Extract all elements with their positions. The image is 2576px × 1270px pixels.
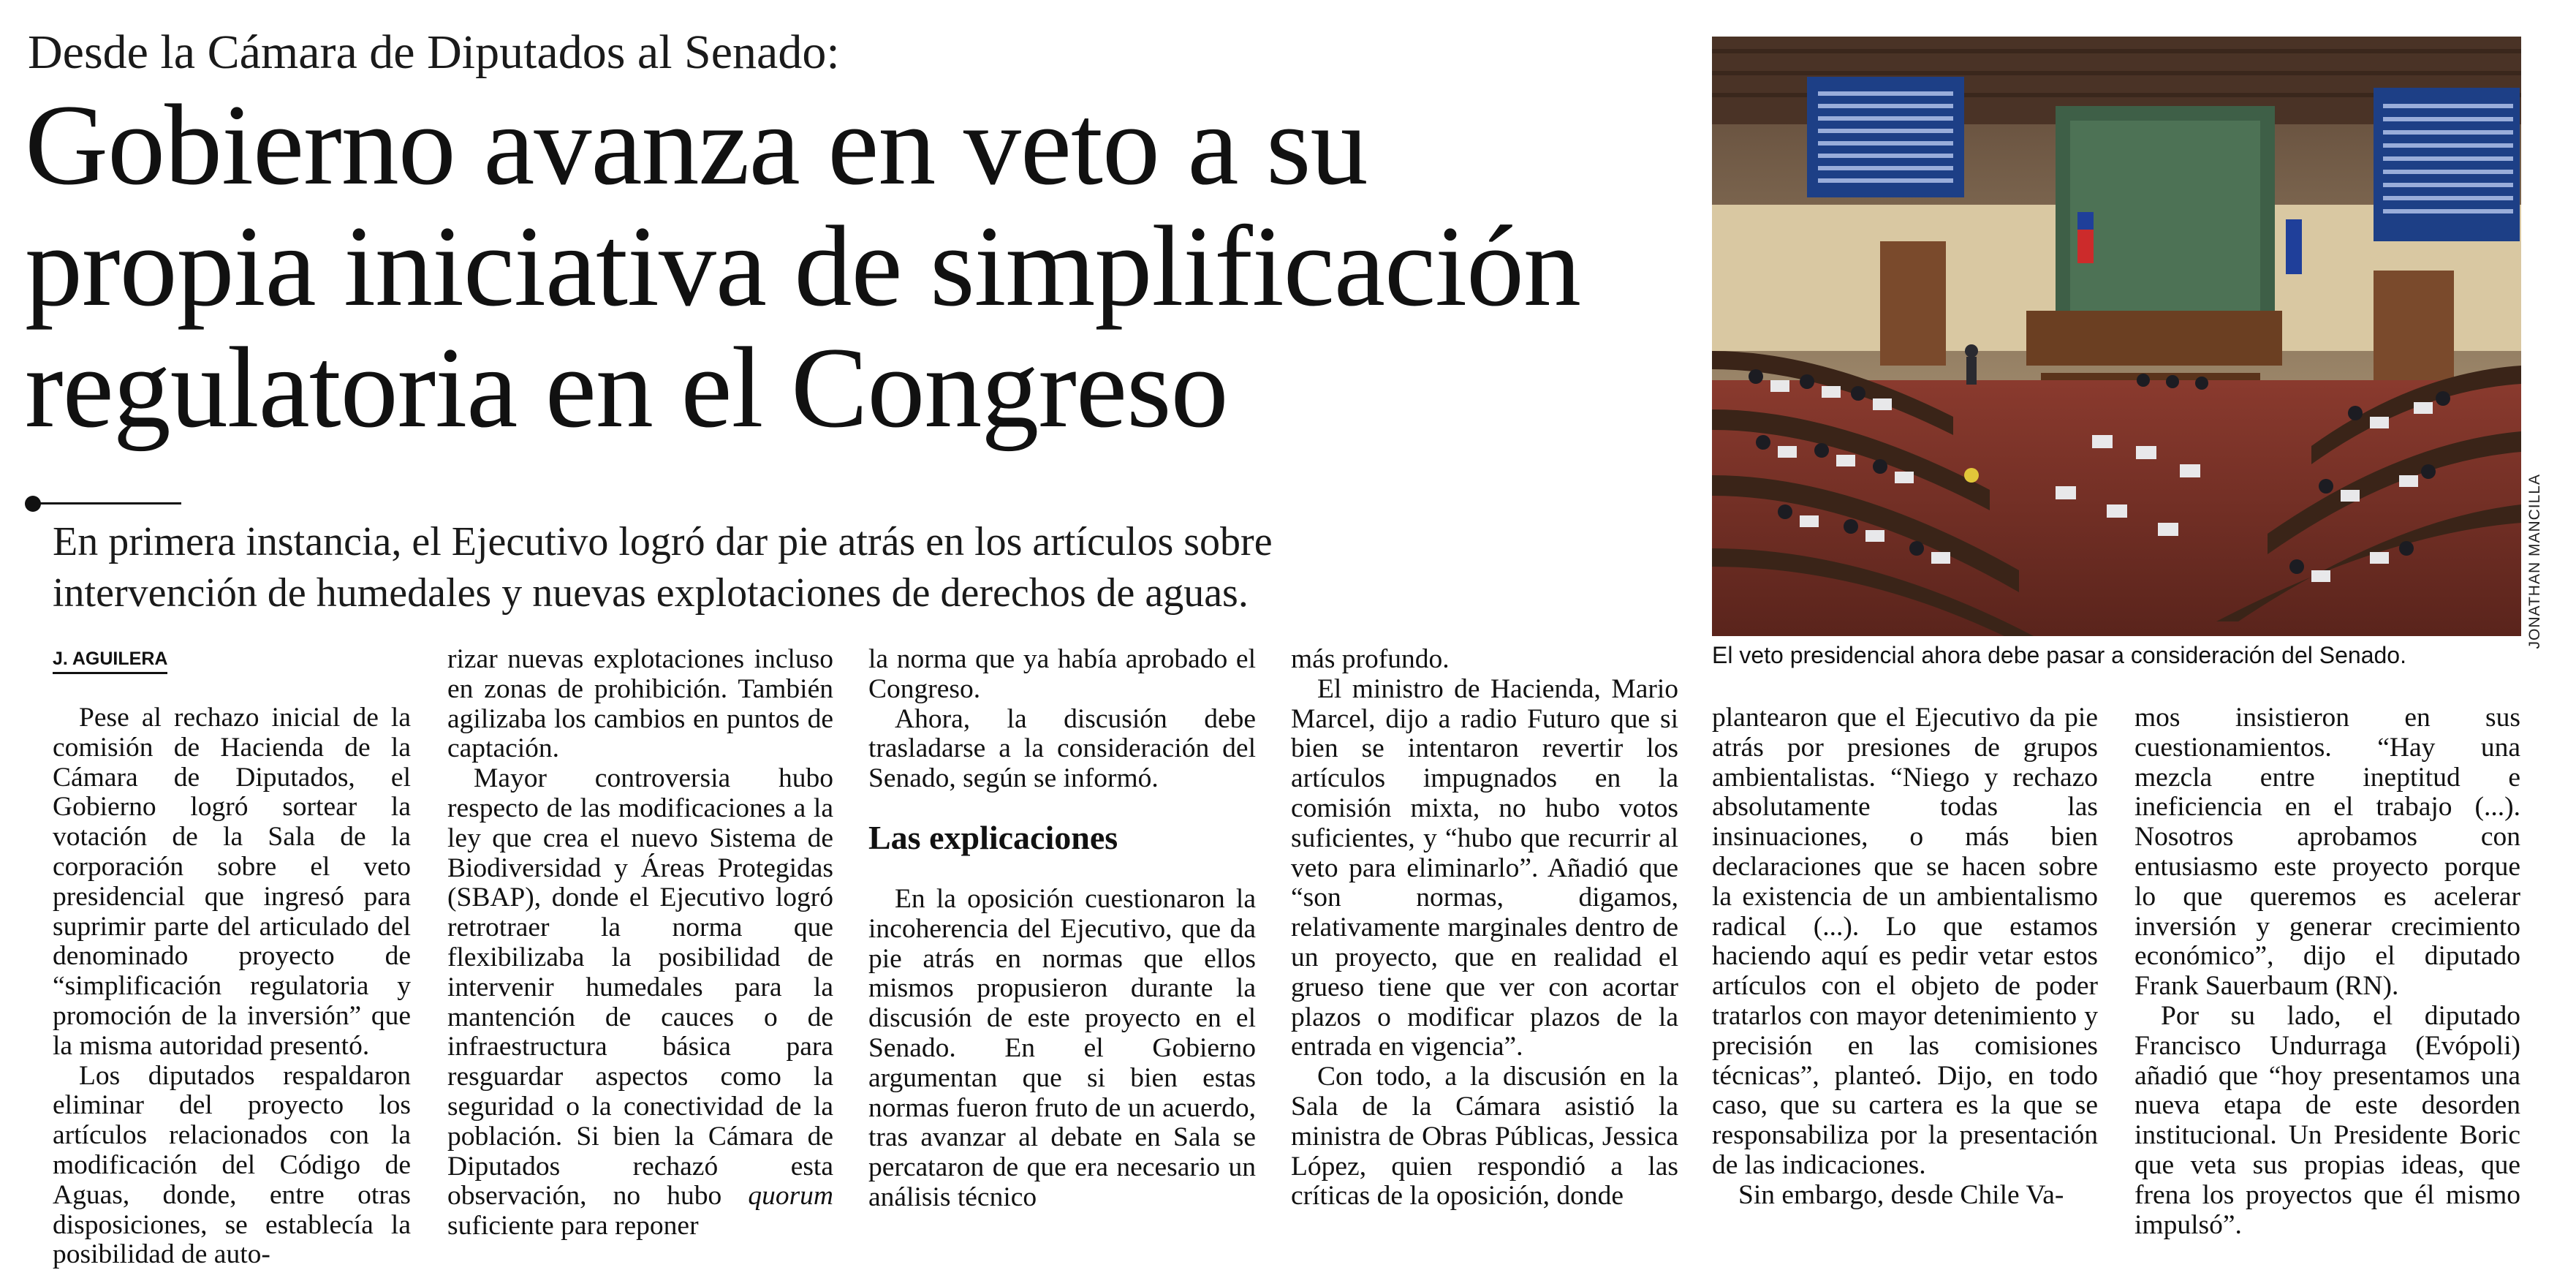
paragraph: rizar nuevas explotaciones incluso en zonas de prohibición. También agilizaba los cambios en puntos de captación. bbox=[447, 644, 833, 764]
column-1 bbox=[53, 703, 411, 1270]
paragraph: la norma que ya había aprobado el Congreso. bbox=[868, 644, 1256, 704]
paragraph bbox=[447, 764, 833, 1241]
paragraph: Pese al rechazo inicial de la comisión de Hacienda de la Cámara de Diputados, el Gobierno logró sortear la votación de la Sala de la corporación sobre el veto presidencial que ingresó para suprimir parte del articulado del denominado proyecto de “simplificación regulatoria y promoción de la inversión” que la misma autoridad presentó. bbox=[53, 703, 411, 1061]
photo-caption: El veto presidencial ahora debe pasar a consideración del Senado. bbox=[1712, 642, 2406, 668]
paragraph: Los diputados respaldaron eliminar del proyecto los artículos relacionados con la modificación del Código de Aguas, donde, entre otras disposiciones, se establecía la posibilidad de auto- bbox=[53, 1060, 411, 1270]
paragraph: mos insistieron en sus cuestionamientos. “Hay una mezcla entre ineptitud e ineficiencia en el trabajo (...). Nosotros aprobamos con entusiasmo este proyecto porque lo que queremos es acelerar inversión y generar crecimiento económico”, dijo el diputado Frank Sauerbaum (RN). bbox=[2134, 703, 2520, 1002]
chamber-photo-illustration bbox=[1712, 37, 2521, 636]
paragraph: Ahora, la discusión debe trasladarse a la consideración del Senado, según se informó. bbox=[868, 703, 1256, 794]
deck bbox=[53, 516, 1661, 619]
paragraph: Por su lado, el diputado Francisco Undurraga (Evópoli) añadió que “hoy presentamos una nueva etapa de este desorden institucional. Un Presidente Boric que veta sus propias ideas, que frena los proyectos que él mismo impulsó”. bbox=[2134, 1000, 2520, 1240]
paragraph: El ministro de Hacienda, Mario Marcel, dijo a radio Futuro que si bien se intentaron revertir los artículos impugnados en la comisión mixta, no hubo votos suficientes, y “hubo que recurrir al veto para eliminarlo”. Añadió que “son normas, digamos, relativamente marginales dentro de un proyecto, que en realidad el grueso tiene que ver con acortar plazos o modificar plazos de la entrada en vigencia”. bbox=[1291, 673, 1678, 1062]
subhead: Las explicaciones bbox=[868, 818, 1118, 856]
photo-credit: JONATHAN MANCILLA bbox=[2526, 474, 2543, 649]
column-6 bbox=[2134, 703, 2520, 1240]
headline-line: Gobierno avanza en veto a su bbox=[25, 81, 1368, 209]
column-2 bbox=[447, 645, 833, 1241]
paragraph-text: suficiente para reponer bbox=[447, 1211, 699, 1241]
headline-line: regulatoria en el Congreso bbox=[25, 324, 1228, 452]
headline bbox=[25, 81, 1692, 452]
headline-line: propia iniciativa de simplificación bbox=[25, 203, 1581, 330]
kicker: Desde la Cámara de Diputados al Senado: bbox=[28, 26, 840, 79]
column-5 bbox=[1712, 703, 2098, 1211]
rule-line bbox=[38, 502, 181, 504]
paragraph: más profundo. bbox=[1291, 644, 1450, 674]
paragraph: Con todo, a la discusión en la Sala de la Cámara asistió la ministra de Obras Públicas, Jessica López, quien respondió a las críticas de la oposición, donde bbox=[1291, 1062, 1678, 1212]
paragraph: plantearon que el Ejecutivo da pie atrás por presiones de grupos ambientalistas. “Niego y rechazo absolutamente todas las insinuaciones, o más bien declaraciones que se hacen sobre la existencia de un ambientalismo radical (...). Lo que estamos haciendo aquí es pedir vetar estos artículos con el objeto de poder tratarlos con mayor detenimiento y precisión en las comisiones técnicas”, planteó. Dijo, en todo caso, que su cartera es la que se responsabiliza por la presentación de las indicaciones. bbox=[1712, 703, 2098, 1180]
deck-line: En primera instancia, el Ejecutivo logró dar pie atrás en los artículos sobre bbox=[53, 519, 1273, 564]
column-3 bbox=[868, 645, 1256, 1213]
paragraph: En la oposición cuestionaron la incoherencia del Ejecutivo, que da pie atrás en normas que ellos mismos propusieron durante la discusión de este proyecto en el Senado. En el Gobierno argumentan que si bien estas normas fueron fruto de un acuerdo, tras avanzar al debate en Sala se percataron de que era necesario un análisis técnico bbox=[868, 883, 1256, 1212]
chamber-photo bbox=[1712, 37, 2521, 636]
paragraph: Sin embargo, desde Chile Va- bbox=[1738, 1179, 2064, 1210]
paragraph-text: Mayor controversia hubo respecto de las modificaciones a la ley que crea el nuevo Sistema de Biodiversidad y Áreas Protegidas (SBAP), donde el Ejecutivo logró retrotraer la norma que flexibilizaba la posibilidad de intervenir humedales para la mantención de cauces o de infraestructura básica para resguardar aspectos como la seguridad o la conectividad de la población. Si bien la Cámara de Diputados rechazó esta observación, no hubo bbox=[447, 763, 833, 1212]
deck-line: intervención de humedales y nuevas explotaciones de derechos de aguas. bbox=[53, 570, 1249, 616]
column-4 bbox=[1291, 645, 1678, 1212]
byline: J. AGUILERA bbox=[53, 648, 167, 674]
italic-term: quorum bbox=[748, 1181, 834, 1212]
